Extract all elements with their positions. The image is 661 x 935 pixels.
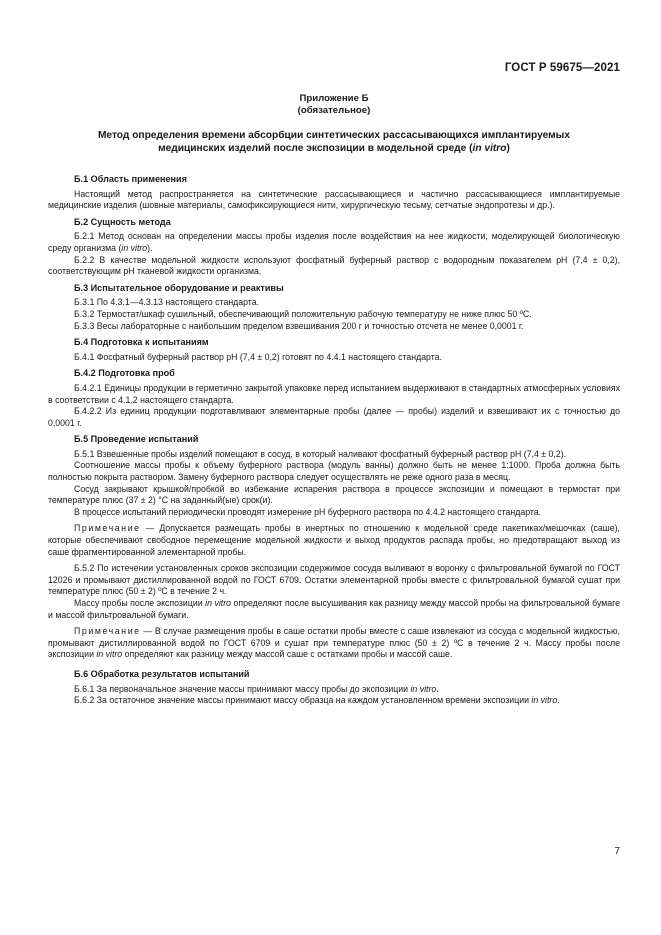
paragraph	[48, 684, 620, 696]
text: Массу пробы после экспозиции	[74, 598, 206, 608]
document-page	[48, 0, 620, 935]
text: .	[557, 695, 560, 706]
italic-text: in vitro	[96, 649, 123, 660]
standard-code: ГОСТ Р 59675—2021	[504, 62, 620, 74]
paragraph: Б.4.2.2 Из единиц продукции подготавливают элементарные пробы (далее — пробы) изделий и взвешивают их с точностью до 0,0001 г.	[48, 406, 620, 428]
paragraph: Б.3.2 Термостат/шкаф сушильный, обеспечивающий положительную рабочую температуру не ниже плюс 50 ºС.	[74, 308, 532, 319]
annex-name: Приложение Б	[299, 93, 369, 104]
paragraph	[48, 231, 620, 254]
paragraph: Настоящий метод распространяется на синтетические рассасывающиеся и частично рассасывающиеся имплантируемые медицинские изделия (шовные материалы, самофиксирующиеся нити, хирургическую тесьму, сетчатые эндопротезы и др.).	[48, 188, 620, 211]
paragraph	[48, 598, 620, 621]
page-number: 7	[614, 846, 620, 857]
note-text: — Допускается размещать пробы в инертных по отношению к модельной среде пакетиках/мешочках (саше), которые обеспечивают свободное перемещение модельной жидкости и выход продуктов распада пробы, но предотвращают выход из саше фрагментированной элементарной пробы.	[48, 523, 620, 557]
paragraph: Соотношение массы пробы к объему буферного раствора (модуль ванны) должно быть не менее 1:1000. Проба должна быть полностью покрыта раствором. Замену буферного раствора следует осуществлять не реже одного раза в месяц.	[48, 460, 620, 483]
paragraph: Б.2.2 В качестве модельной жидкости используют фосфатный буферный раствор с водородным показателем pH (7,4 ± 0,2), соответствующим pH тканевой жидкости организма.	[48, 254, 620, 277]
section-heading: Б.4 Подготовка к испытаниям	[74, 337, 209, 348]
italic-text: in vitro	[531, 695, 558, 706]
text: определяют после высушивания как разницу между массой пробы на фильтровальной бумаге и массой фильтровальной бумаги.	[48, 598, 620, 620]
method-title	[48, 129, 620, 155]
note-text: определяют как разницу между массой саше с остатками пробы и массой саше.	[122, 649, 453, 660]
paragraph: Б.5.1 Взвешенные пробы изделий помещают в сосуд, в который наливают фосфатный буферный раствор pH (7,4 ± 0,2).	[74, 448, 567, 459]
text: .	[436, 683, 439, 694]
section-heading: Б.1 Область применения	[74, 174, 187, 184]
title-text-end: )	[506, 143, 510, 154]
note	[48, 626, 620, 661]
title-italic: in vitro	[472, 143, 507, 154]
text: ).	[147, 242, 153, 253]
note	[48, 523, 620, 558]
paragraph: Б.3.3 Весы лабораторные с наибольшим пределом взвешивания 200 г и точностью отсчета не менее 0,0001 г.	[74, 320, 524, 331]
italic-text: in vitro	[121, 242, 148, 253]
note-label: Примечание	[74, 523, 141, 534]
paragraph: Б.4.1 Фосфатный буферный раствор pH (7,4 ± 0,2) готовят по 4.4.1 настоящего стандарта.	[74, 351, 442, 362]
title-line-1: Метод определения времени абсорбции синтетических рассасывающихся имплантируемых	[97, 130, 571, 141]
paragraph	[48, 695, 620, 707]
italic-text: in vitro	[410, 683, 437, 694]
italic-text: in vitro	[205, 598, 231, 608]
section-heading: Б.2 Сущность метода	[74, 216, 171, 227]
note-label: Примечание	[74, 626, 141, 637]
title-line-2	[48, 142, 620, 155]
section-heading: Б.6 Обработка результатов испытаний	[74, 668, 250, 679]
paragraph: Б.4.2.1 Единицы продукции в герметично закрытой упаковке перед испытанием выдерживают в стандартных атмосферных условиях в соответствии с 4.1.2 настоящего стандарта.	[48, 382, 620, 405]
annex-status: (обязательное)	[297, 105, 371, 116]
section-heading: Б.4.2 Подготовка проб	[74, 368, 175, 379]
paragraph: Сосуд закрывают крышкой/пробкой во избежание испарения раствора в процессе экспозиции и помещают в термостат при температуре плюс (37 ± 2) °С на заданный(ые) срок(и).	[48, 483, 620, 506]
document-body	[48, 174, 620, 707]
title-text: медицинских изделий после экспозиции в модельной среде (	[158, 143, 473, 154]
section-heading: Б.5 Проведение испытаний	[74, 434, 199, 445]
section-heading: Б.3 Испытательное оборудование и реактивы	[74, 282, 284, 293]
paragraph: Б.3.1 По 4.3.1—4.3.13 настоящего стандарта.	[74, 297, 260, 308]
paragraph: В процессе испытаний периодически проводят измерение pH буферного раствора по 4.4.2 настоящего стандарта.	[74, 506, 542, 517]
note-text: — В случае размещения пробы в саше остатки пробы вместе с саше извлекают из сосуда с модельной жидкостью, промывают дистиллированной водой по ГОСТ 6709 и сушат при температуре плюс (50 ± 2) ºС в течение 2 ч. Массу пробы после экспозиции	[48, 626, 620, 660]
text: Б.6.2 За остаточное значение массы принимают массу образца на каждом установленном времени экспозиции	[74, 695, 532, 706]
text: Б.2.1 Метод основан на определении массы пробы изделия после воздействия на нее жидкости, моделирующей биологическую среду организма (	[48, 231, 620, 253]
annex-heading	[48, 93, 620, 117]
text: Б.6.1 За первоначальное значение массы принимают массу пробы до экспозиции	[74, 683, 411, 694]
paragraph: Б.5.2 По истечении установленных сроков экспозиции содержимое сосуда выливают в воронку с фильтровальной бумагой по ГОСТ 12026 и промывают дистиллированной водой по ГОСТ 6709. Остатки элементарной пробы вместе с фильтровальной бумагой сушат при температуре плюс (50 ± 2) ºС в течение 2 ч.	[48, 563, 620, 597]
